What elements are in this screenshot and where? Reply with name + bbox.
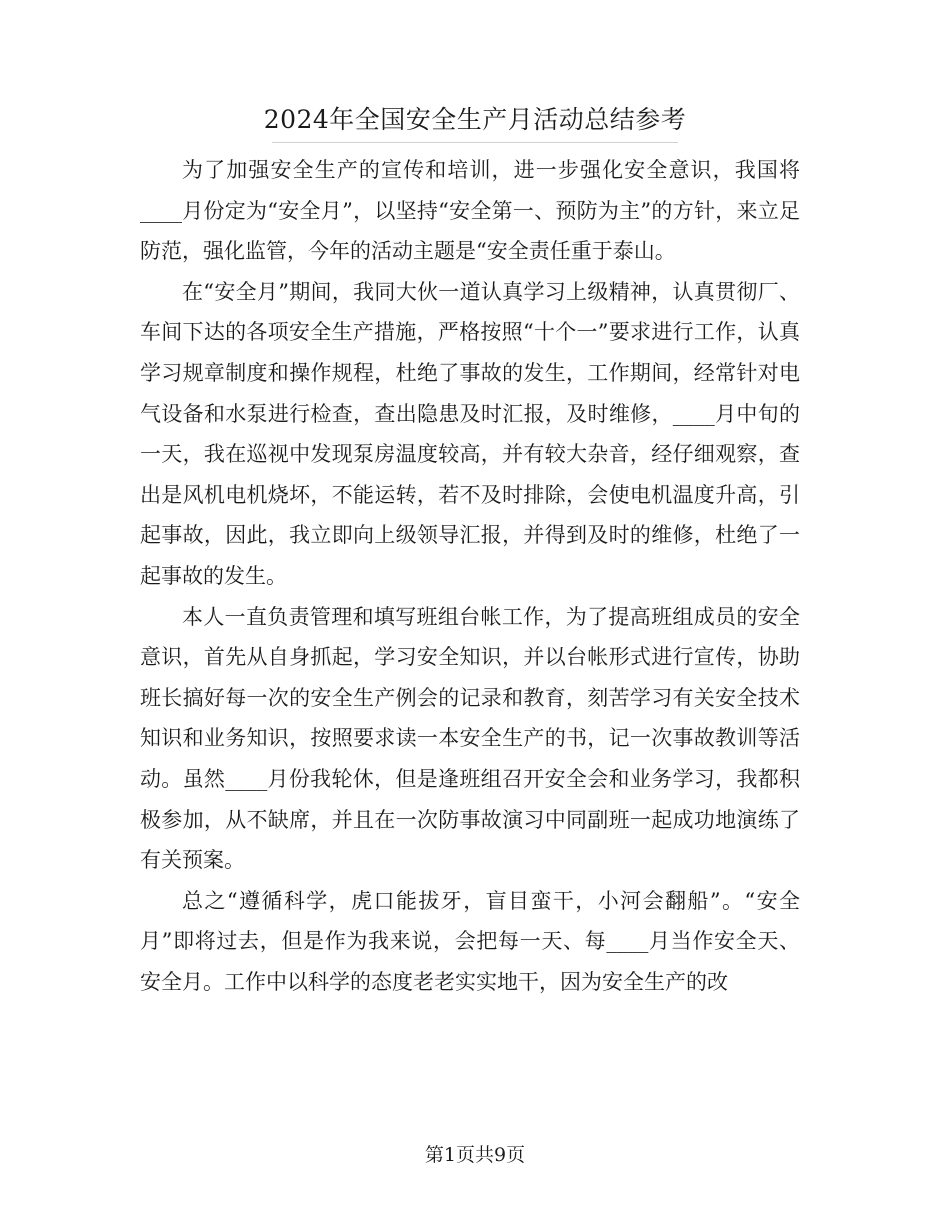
paragraph: 为了加强安全生产的宣传和培训，进一步强化安全意识，我国将____月份定为“安全月”，以坚持“安全第一、预防为主”的方针，来立足防范，强化监管，今年的活动主题是“安全责任重于泰山。: [140, 158, 800, 264]
paragraph: 本人一直负责管理和填写班组台帐工作，为了提高班组成员的安全意识，首先从自身抓起，学习安全知识，并以台帐形式进行宣传，协助班长搞好每一次的安全生产例会的记录和教育，刻苦学习有关安全技术知识和业务知识，按照要求读一本安全生产的书，记一次事故教训等活动。虽然____月份我轮休，但是逢班组召开安全会和业务学习，我都积极参加，从不缺席，并且在一次防事故演习中同副班一起成功地演练了有关预案。: [140, 604, 800, 873]
page-number-footer: 第1页共9页: [424, 1144, 526, 1166]
document-title: 2024年全国安全生产月活动总结参考: [263, 105, 687, 134]
paragraph: 总之“遵循科学，虎口能拔牙，盲目蛮干，小河会翻船”。“安全月”即将过去，但是作为我来说，会把每一天、每____月当作安全天、安全月。工作中以科学的态度老老实实地干，因为安全生产的改: [140, 888, 800, 994]
document-body: [140, 150, 800, 1002]
title-underline: [272, 142, 678, 143]
paragraph: 在“安全月”期间，我同大伙一道认真学习上级精神，认真贯彻厂、车间下达的各项安全生产措施，严格按照“十个一”要求进行工作，认真学习规章制度和操作规程，杜绝了事故的发生，工作期间，经常针对电气设备和水泵进行检查，查出隐患及时汇报，及时维修，____月中旬的一天，我在巡视中发现泵房温度较高，并有较大杂音，经仔细观察，查出是风机电机烧坏，不能运转，若不及时排除，会使电机温度升高，引起事故，因此，我立即向上级领导汇报，并得到及时的维修，杜绝了一起事故的发生。: [140, 279, 800, 588]
